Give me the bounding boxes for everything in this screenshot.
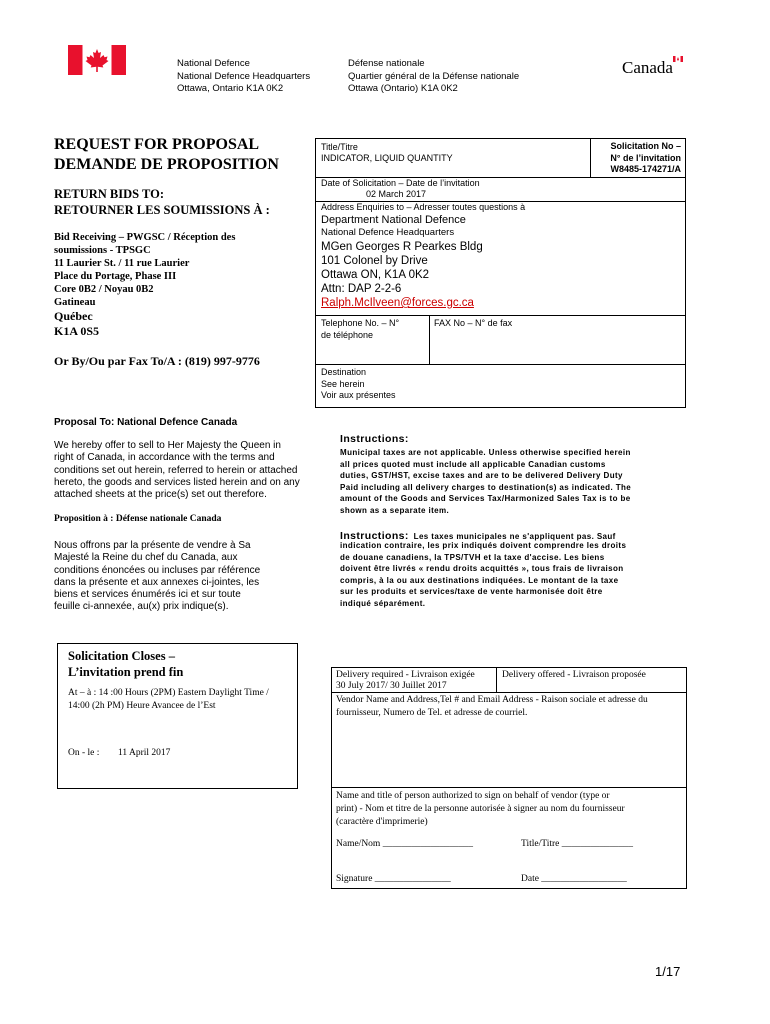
header-dept-fr xyxy=(348,58,519,96)
divider xyxy=(590,139,591,177)
return-bids-en: RETURN BIDS TO: xyxy=(54,187,164,201)
divider xyxy=(496,668,497,692)
instructions-en-line: shown as a separate item. xyxy=(340,505,450,515)
fax-line: Or By/Ou par Fax To/A : (819) 997-9776 xyxy=(54,354,260,368)
return-address xyxy=(54,231,235,339)
divider xyxy=(429,315,430,364)
delivery-required xyxy=(336,670,475,692)
vendor-box xyxy=(331,667,687,889)
page-title-fr: DEMANDE DE PROPOSITION xyxy=(54,156,279,173)
offer-fr xyxy=(54,540,260,614)
instructions-fr-line: sur les produits et services/taxe de vente harmonisée doit être xyxy=(340,587,603,596)
offer-fr-line: biens et services énumérés ici et sur toute xyxy=(54,589,241,601)
enq-address-line: Ottawa ON, K1A 0K2 xyxy=(321,269,430,281)
instructions-en xyxy=(340,447,631,516)
instructions-fr-first: Les taxes municipales ne s'appliquent pas. Sauf xyxy=(413,532,616,541)
proposal-to: Proposal To: National Defence Canada xyxy=(54,417,238,428)
vendor-name-label xyxy=(336,694,648,720)
auth-label-line: print) - Nom et titre de la personne autorisée à signer au nom du fournisseur xyxy=(336,804,625,814)
header-dept-fr-line: Quartier général de la Défense nationale xyxy=(348,70,520,82)
vendor-label-line: Vendor Name and Address,Tel # and Email Address - Raison sociale et adresse du xyxy=(336,695,648,705)
header-dept-en xyxy=(177,58,310,96)
fax-label: FAX No – N° de fax xyxy=(434,318,513,328)
divider xyxy=(316,364,685,365)
contact-email-link[interactable]: Ralph.McIlveen@forces.gc.ca xyxy=(321,297,474,309)
sol-label-2: N° de l’invitation xyxy=(610,152,681,163)
delivery-required-label: Delivery required - Livraison exigée xyxy=(336,670,475,680)
authorized-person-label xyxy=(336,790,625,829)
closes-time-line2: 14:00 (2h PM) Heure Avancee de l’Est xyxy=(68,701,216,711)
closes-on-date: 11 April 2017 xyxy=(118,748,171,758)
instructions-heading: Instructions: xyxy=(340,433,409,445)
wordmark-flag-icon xyxy=(673,56,683,62)
closes-time-line1: At – à : 14 :00 Hours (2PM) Eastern Daylight Time / xyxy=(68,688,269,698)
title-block xyxy=(54,135,279,175)
name-field[interactable]: Name/Nom ___________________ xyxy=(336,839,473,849)
solicitation-info-box xyxy=(315,138,686,408)
proposition-fr: Proposition à : Défense nationale Canada xyxy=(54,514,222,524)
destination-label: Destination xyxy=(321,367,367,377)
address-line: soumissions - TPSGC xyxy=(54,245,151,256)
header-dept-en-line: National Defence Headquarters xyxy=(177,70,311,82)
instructions-en-line: Paid including all delivery charges to destination(s) as indicated. The xyxy=(340,482,632,492)
enq-address-line: 101 Colonel by Drive xyxy=(321,255,428,267)
title-field[interactable]: Title/Titre _______________ xyxy=(521,839,633,849)
instructions-fr-line: indiqué séparément. xyxy=(340,598,426,608)
delivery-offered-label: Delivery offered - Livraison proposée xyxy=(502,670,646,680)
destination-line: Voir aux présentes xyxy=(321,390,396,400)
solicitation-closes-box xyxy=(57,643,298,789)
closes-time xyxy=(68,687,269,713)
divider xyxy=(316,315,685,316)
header-dept-en-line: National Defence xyxy=(177,58,250,69)
divider xyxy=(332,692,686,693)
enquiries-address xyxy=(321,240,483,310)
offer-fr-line: dans la présente et aux annexes ci-jointes, les xyxy=(54,576,260,588)
title-label: Title/Titre xyxy=(321,142,358,152)
offer-fr-line: Majesté la Reine du chef du Canada, aux xyxy=(54,552,238,564)
instructions-en-line: Municipal taxes are not applicable. Unless otherwise specified herein xyxy=(340,448,631,457)
header-dept-en-line: Ottawa, Ontario K1A 0K2 xyxy=(177,83,284,94)
title-value: INDICATOR, LIQUID QUANTITY xyxy=(321,153,453,163)
address-line: Place du Portage, Phase III xyxy=(54,271,177,282)
instructions-fr-line: doivent être livrés « rendu droits acquittés », tous frais de livraison xyxy=(340,564,624,573)
offer-en xyxy=(54,440,300,501)
page-title-en: REQUEST FOR PROPOSAL xyxy=(54,136,260,153)
enquiries-ndhq: National Defence Headquarters xyxy=(321,227,455,238)
enq-address-line: Attn: DAP 2-2-6 xyxy=(321,283,402,295)
closes-on-label: On - le : xyxy=(68,748,100,758)
instructions-fr-line: compris, à la ou aux destinations indiquées. Le montant de la taxe xyxy=(340,575,619,585)
offer-fr-line: feuille ci-annexée, au(x) prix indique(s). xyxy=(54,601,229,613)
enquiries-dept: Department National Defence xyxy=(321,214,466,226)
enq-address-line: MGen Georges R Pearkes Bldg xyxy=(321,241,483,253)
offer-en-line: right of Canada, in accordance with the terms and xyxy=(54,452,275,464)
sol-value: W8485-174271/A xyxy=(610,164,681,174)
address-line: Gatineau xyxy=(54,297,96,308)
delivery-required-value: 30 July 2017/ 30 Juillet 2017 xyxy=(336,681,447,691)
offer-en-line: We hereby offer to sell to Her Majesty the Queen in xyxy=(54,440,281,451)
offer-fr-line: conditions énoncées ou incluses par référence xyxy=(54,564,261,576)
signature-field[interactable]: Signature ________________ xyxy=(336,874,451,884)
address-line: Core 0B2 / Noyau 0B2 xyxy=(54,284,154,295)
address-line: 11 Laurier St. / 11 rue Laurier xyxy=(54,258,190,269)
address-province: Québec xyxy=(54,309,93,323)
address-line: Bid Receiving – PWGSC / Réception des xyxy=(54,232,236,243)
telephone-label xyxy=(321,318,399,341)
sol-label-1: Solicitation No – xyxy=(610,141,681,151)
auth-label-line: (caractère d'imprimerie) xyxy=(336,817,428,827)
instructions-en-line: amount of the Goods and Services Tax/Harmonized Sales Tax is to be xyxy=(340,494,631,503)
date-value: 02 March 2017 xyxy=(366,189,427,199)
closes-title-en: Solicitation Closes – xyxy=(68,649,175,663)
return-bids-fr: RETOURNER LES SOUMISSIONS À : xyxy=(54,203,270,217)
offer-fr-line: Nous offrons par la présente de vendre à Sa xyxy=(54,540,251,551)
instructions-fr-line: de douane canadiens, la TPS/TVH et la taxe d'accise. Les biens xyxy=(340,552,605,562)
instructions-en-line: all prices quoted must include all applicable Canadian customs xyxy=(340,459,606,469)
instructions-fr-heading: Instructions: xyxy=(340,530,409,542)
closes-title-fr: L’invitation prend fin xyxy=(68,665,184,679)
destination-line: See herein xyxy=(321,378,365,389)
auth-label-line: Name and title of person authorized to sign on behalf of vendor (type or xyxy=(336,791,610,801)
enquiries-label: Address Enquiries to – Adresser toutes questions à xyxy=(321,202,526,212)
instructions-en-line: duties, GST/HST, excise taxes and are to be delivered Delivery Duty xyxy=(340,471,623,480)
page-number: 1/17 xyxy=(655,964,681,979)
date-label: Date of Solicitation – Date de l’invitation xyxy=(321,178,480,188)
destination xyxy=(321,367,396,402)
tel-label-2: de téléphone xyxy=(321,329,374,340)
return-bids-block xyxy=(54,186,270,218)
date-field[interactable]: Date __________________ xyxy=(521,874,627,884)
solicitation-number xyxy=(595,141,681,176)
canada-wordmark: Canada xyxy=(622,58,673,77)
closes-title xyxy=(68,648,183,680)
offer-en-line: attached sheets at the price(s) set out therefore. xyxy=(54,489,267,501)
header-dept-fr-line: Ottawa (Ontario) K1A 0K2 xyxy=(348,83,458,94)
address-postal: K1A 0S5 xyxy=(54,324,100,338)
instructions-fr-line: indication contraire, les prix indiqués doivent comprendre les droits xyxy=(340,541,627,550)
offer-en-line: conditions set out herein, referred to herein or attached xyxy=(54,464,298,476)
tel-label-1: Telephone No. – N° xyxy=(321,318,400,328)
divider xyxy=(332,787,686,788)
instructions-fr xyxy=(340,540,626,609)
header-dept-fr-line: Défense nationale xyxy=(348,58,425,69)
canada-flag-icon xyxy=(68,45,126,75)
offer-en-line: hereto, the goods and services listed herein and on any xyxy=(54,476,300,488)
vendor-label-line: fournisseur, Numero de Tel. et adresse de courriel. xyxy=(336,708,528,718)
